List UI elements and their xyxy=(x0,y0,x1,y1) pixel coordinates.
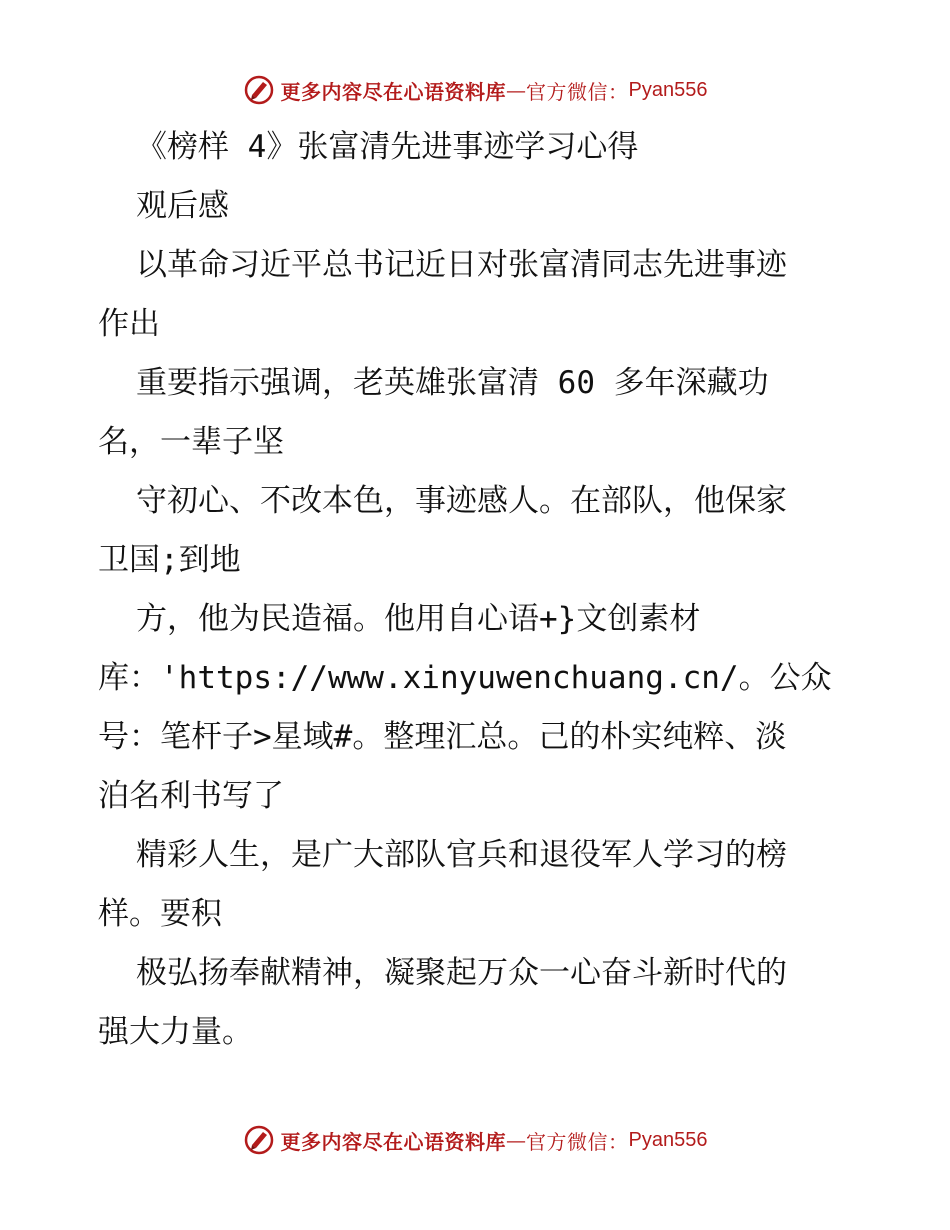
banner-main-text: 更多内容尽在心语资料库 xyxy=(280,79,507,104)
text-line: 强大力量。 xyxy=(98,1014,253,1050)
text-line: 号：笔杆子>星域#。整理汇总。己的朴实纯粹、淡 xyxy=(98,719,787,755)
text-line: 极弘扬奉献精神，凝聚起万众一心奋斗新时代的 xyxy=(136,955,787,991)
footer-banner xyxy=(0,1120,950,1160)
banner-dash: — xyxy=(506,1128,527,1152)
text-line: 精彩人生，是广大部队官兵和退役军人学习的榜 xyxy=(136,837,787,873)
text-line: 观后感 xyxy=(136,188,229,224)
text-line: 名，一辈子坚 xyxy=(98,424,284,460)
banner-wechat-label: 官方微信： xyxy=(526,1129,629,1154)
text-line: 方，他为民造福。他用自心语+}文创素材 xyxy=(136,601,701,637)
text-line: 库：'https://www.xinyuwenchuang.cn/。公众 xyxy=(98,660,832,696)
banner-wechat-id: Pyan556 xyxy=(628,78,708,101)
header-banner xyxy=(0,70,950,110)
brand-logo-icon xyxy=(243,1124,275,1156)
banner-wechat-id: Pyan556 xyxy=(628,1128,708,1151)
document-body xyxy=(98,118,858,1062)
text-line: 以革命习近平总书记近日对张富清同志先进事迹 xyxy=(136,247,787,283)
text-line: 样。要积 xyxy=(98,896,222,932)
document-title-line: 《榜样 4》张富清先进事迹学习心得 xyxy=(136,129,639,165)
banner-wechat-label: 官方微信： xyxy=(526,79,629,104)
text-line: 重要指示强调，老英雄张富清 60 多年深藏功 xyxy=(136,365,769,401)
banner-dash: — xyxy=(506,78,527,102)
text-line: 泊名利书写了 xyxy=(98,778,284,814)
banner-main-text: 更多内容尽在心语资料库 xyxy=(280,1129,507,1154)
text-line: 守初心、不改本色，事迹感人。在部队，他保家 xyxy=(136,483,787,519)
text-line: 卫国;到地 xyxy=(98,542,241,578)
brand-logo-icon xyxy=(243,74,275,106)
text-line: 作出 xyxy=(98,306,160,342)
